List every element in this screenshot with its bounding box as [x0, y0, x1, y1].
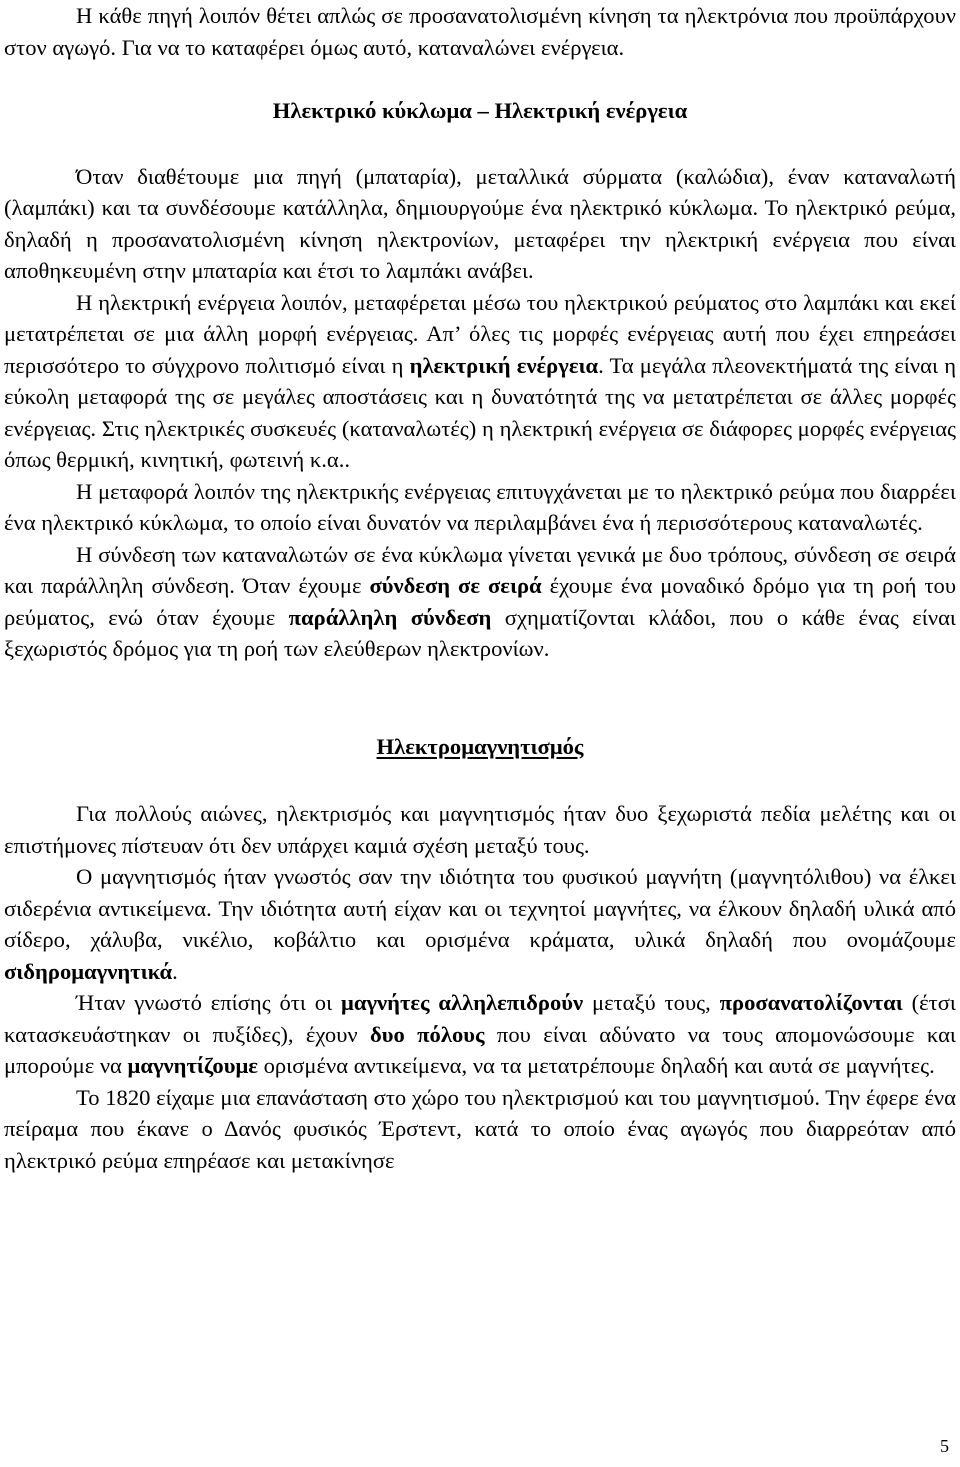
paragraph-energy-transfer: Η μεταφορά λοιπόν της ηλεκτρικής ενέργειας επιτυγχάνεται με το ηλεκτρικό ρεύμα που διαρρέει ένα ηλεκτρικό κύκλωμα, το οποίο είναι δυνατόν να περιλαμβάνει ένα ή περισσότερους καταναλωτές.	[4, 478, 956, 535]
bold-term: δυο πόλους	[370, 1021, 485, 1047]
bold-term: ηλεκτρική ενέργεια	[409, 352, 599, 378]
bold-term: παράλληλη σύνδεση	[288, 604, 492, 630]
paragraph-circuit: Όταν διαθέτουμε μια πηγή (μπαταρία), μεταλλικά σύρματα (καλώδια), έναν καταναλωτή (λαμπάκι) και τα συνδέσουμε κατάλληλα, δημιουργούμε ένα ηλεκτρικό κύκλωμα. Το ηλεκτρικό ρεύμα, δηλαδή η προσανατολισμένη κίνηση ηλεκτρονίων, μεταφέρει την ηλεκτρική ενέργεια που είναι αποθηκευμένη στην μπαταρία και έτσι το λαμπάκι ανάβει.	[4, 163, 956, 283]
paragraph-oersted: Το 1820 είχαμε μια επανάσταση στο χώρο του ηλεκτρισμού και του μαγνητισμού. Την έφερε ένα πείραμα που έκανε ο Δανός φυσικός Έρστεντ, κατά το οποίο ένας αγωγός που διαρρεόταν από ηλεκτρικό ρεύμα επηρέασε και μετακίνησε	[4, 1084, 956, 1173]
paragraph-electric-energy	[4, 287, 956, 476]
text-run: έχουμε ένα μοναδικό δρόμο για τη ροή του ρεύματος, ενώ όταν έχουμε	[4, 573, 957, 630]
bold-term: σιδηρομαγνητικά	[4, 958, 173, 984]
text-run: Η ηλεκτρική ενέργεια λοιπόν, μεταφέρεται μέσω του ηλεκτρικού ρεύματος στο λαμπάκι και εκεί μετατρέπεται σε μια άλλη μορφή ενέργειας. Απ’ όλες τις μορφές ενέργειας αυτή που έχει επηρεάσει περισσότερο το σύγχρονο πολιτισμό είναι η	[4, 289, 956, 378]
paragraph-intro: Η κάθε πηγή λοιπόν θέτει απλώς σε προσανατολισμένη κίνηση τα ηλεκτρόνια που προϋπάρχουν στον αγωγό. Για να το καταφέρει όμως αυτό, καταναλώνει ενέργεια.	[4, 3, 956, 60]
paragraph-magnetism	[4, 861, 956, 987]
text-run: (έτσι κατασκευάστηκαν οι πυξίδες), έχουν	[4, 990, 956, 1047]
bold-term: μαγνητίζουμε	[127, 1053, 258, 1078]
text-run: ορισμένα αντικείμενα, να τα μετατρέπουμε δηλαδή και αυτά σε μαγνήτες.	[257, 1053, 935, 1078]
text-run: . Τα μεγάλα πλεονεκτήματά της είναι η εύκολη μεταφορά της σε μεγάλες αποστάσεις και η δυνατότητά της να μετατρέπεται σε άλλες μορφές ενέργειας. Στις ηλεκτρικές συσκευές (καταναλωτές) η ηλεκτρική ενέργεια σε διάφορες μορφές ενέργειας όπως θερμική, κινητική, φωτεινή κ.α..	[4, 352, 957, 472]
bold-term: μαγνήτες αλληλεπιδρούν	[341, 990, 584, 1015]
heading-text: Ηλεκτρομαγνητισμός	[376, 733, 584, 759]
text-run: Η σύνδεση των καταναλωτών σε ένα κύκλωμα γίνεται γενικά με δυο τρόπους, σύνδεση σε σειρά και παράλληλη σύνδεση. Όταν έχουμε	[4, 541, 956, 598]
heading-electromagnetism	[4, 731, 956, 763]
text-run: Ο μαγνητισμός ήταν γνωστός σαν την ιδιότητα του φυσικού μαγνήτη (μαγνητόλιθου) να έλκει σιδερένια αντικείμενα. Την ιδιότητα αυτή είχαν και οι τεχνητοί μαγνήτες, να έλκουν δηλαδή υλικά από σίδερο, χάλυβα, νικέλιο, κοβάλτιο και ορισμένα κράματα, υλικά δηλαδή που ονομάζουμε	[4, 864, 956, 952]
paragraph-history: Για πολλούς αιώνες, ηλεκτρισμός και μαγνητισμός ήταν δυο ξεχωριστά πεδία μελέτης και οι επιστήμονες πίστευαν ότι δεν υπάρχει καμιά σχέση μεταξύ τους.	[4, 801, 956, 858]
text-run: .	[172, 958, 178, 984]
heading-electric-circuit: Ηλεκτρικό κύκλωμα – Ηλεκτρική ενέργεια	[272, 98, 688, 123]
text-run: Ήταν γνωστό επίσης ότι οι	[76, 990, 342, 1015]
page-number: 5	[940, 1436, 949, 1456]
document-page	[4, 0, 956, 1176]
text-run: μεταξύ τους,	[583, 990, 720, 1015]
paragraph-connections	[4, 539, 956, 665]
paragraph-magnets	[4, 987, 956, 1082]
text-run: που είναι αδύνατο να τους απομονώσουμε και μπορούμε να	[4, 1021, 956, 1078]
text-run: σχηματίζονται κλάδοι, που ο κάθε ένας είναι ξεχωριστός δρόμος για τη ροή των ελεύθερων ηλεκτρονίων.	[4, 604, 956, 661]
bold-term: προσανατολίζονται	[719, 990, 903, 1015]
bold-term: σύνδεση σε σειρά	[369, 573, 542, 598]
